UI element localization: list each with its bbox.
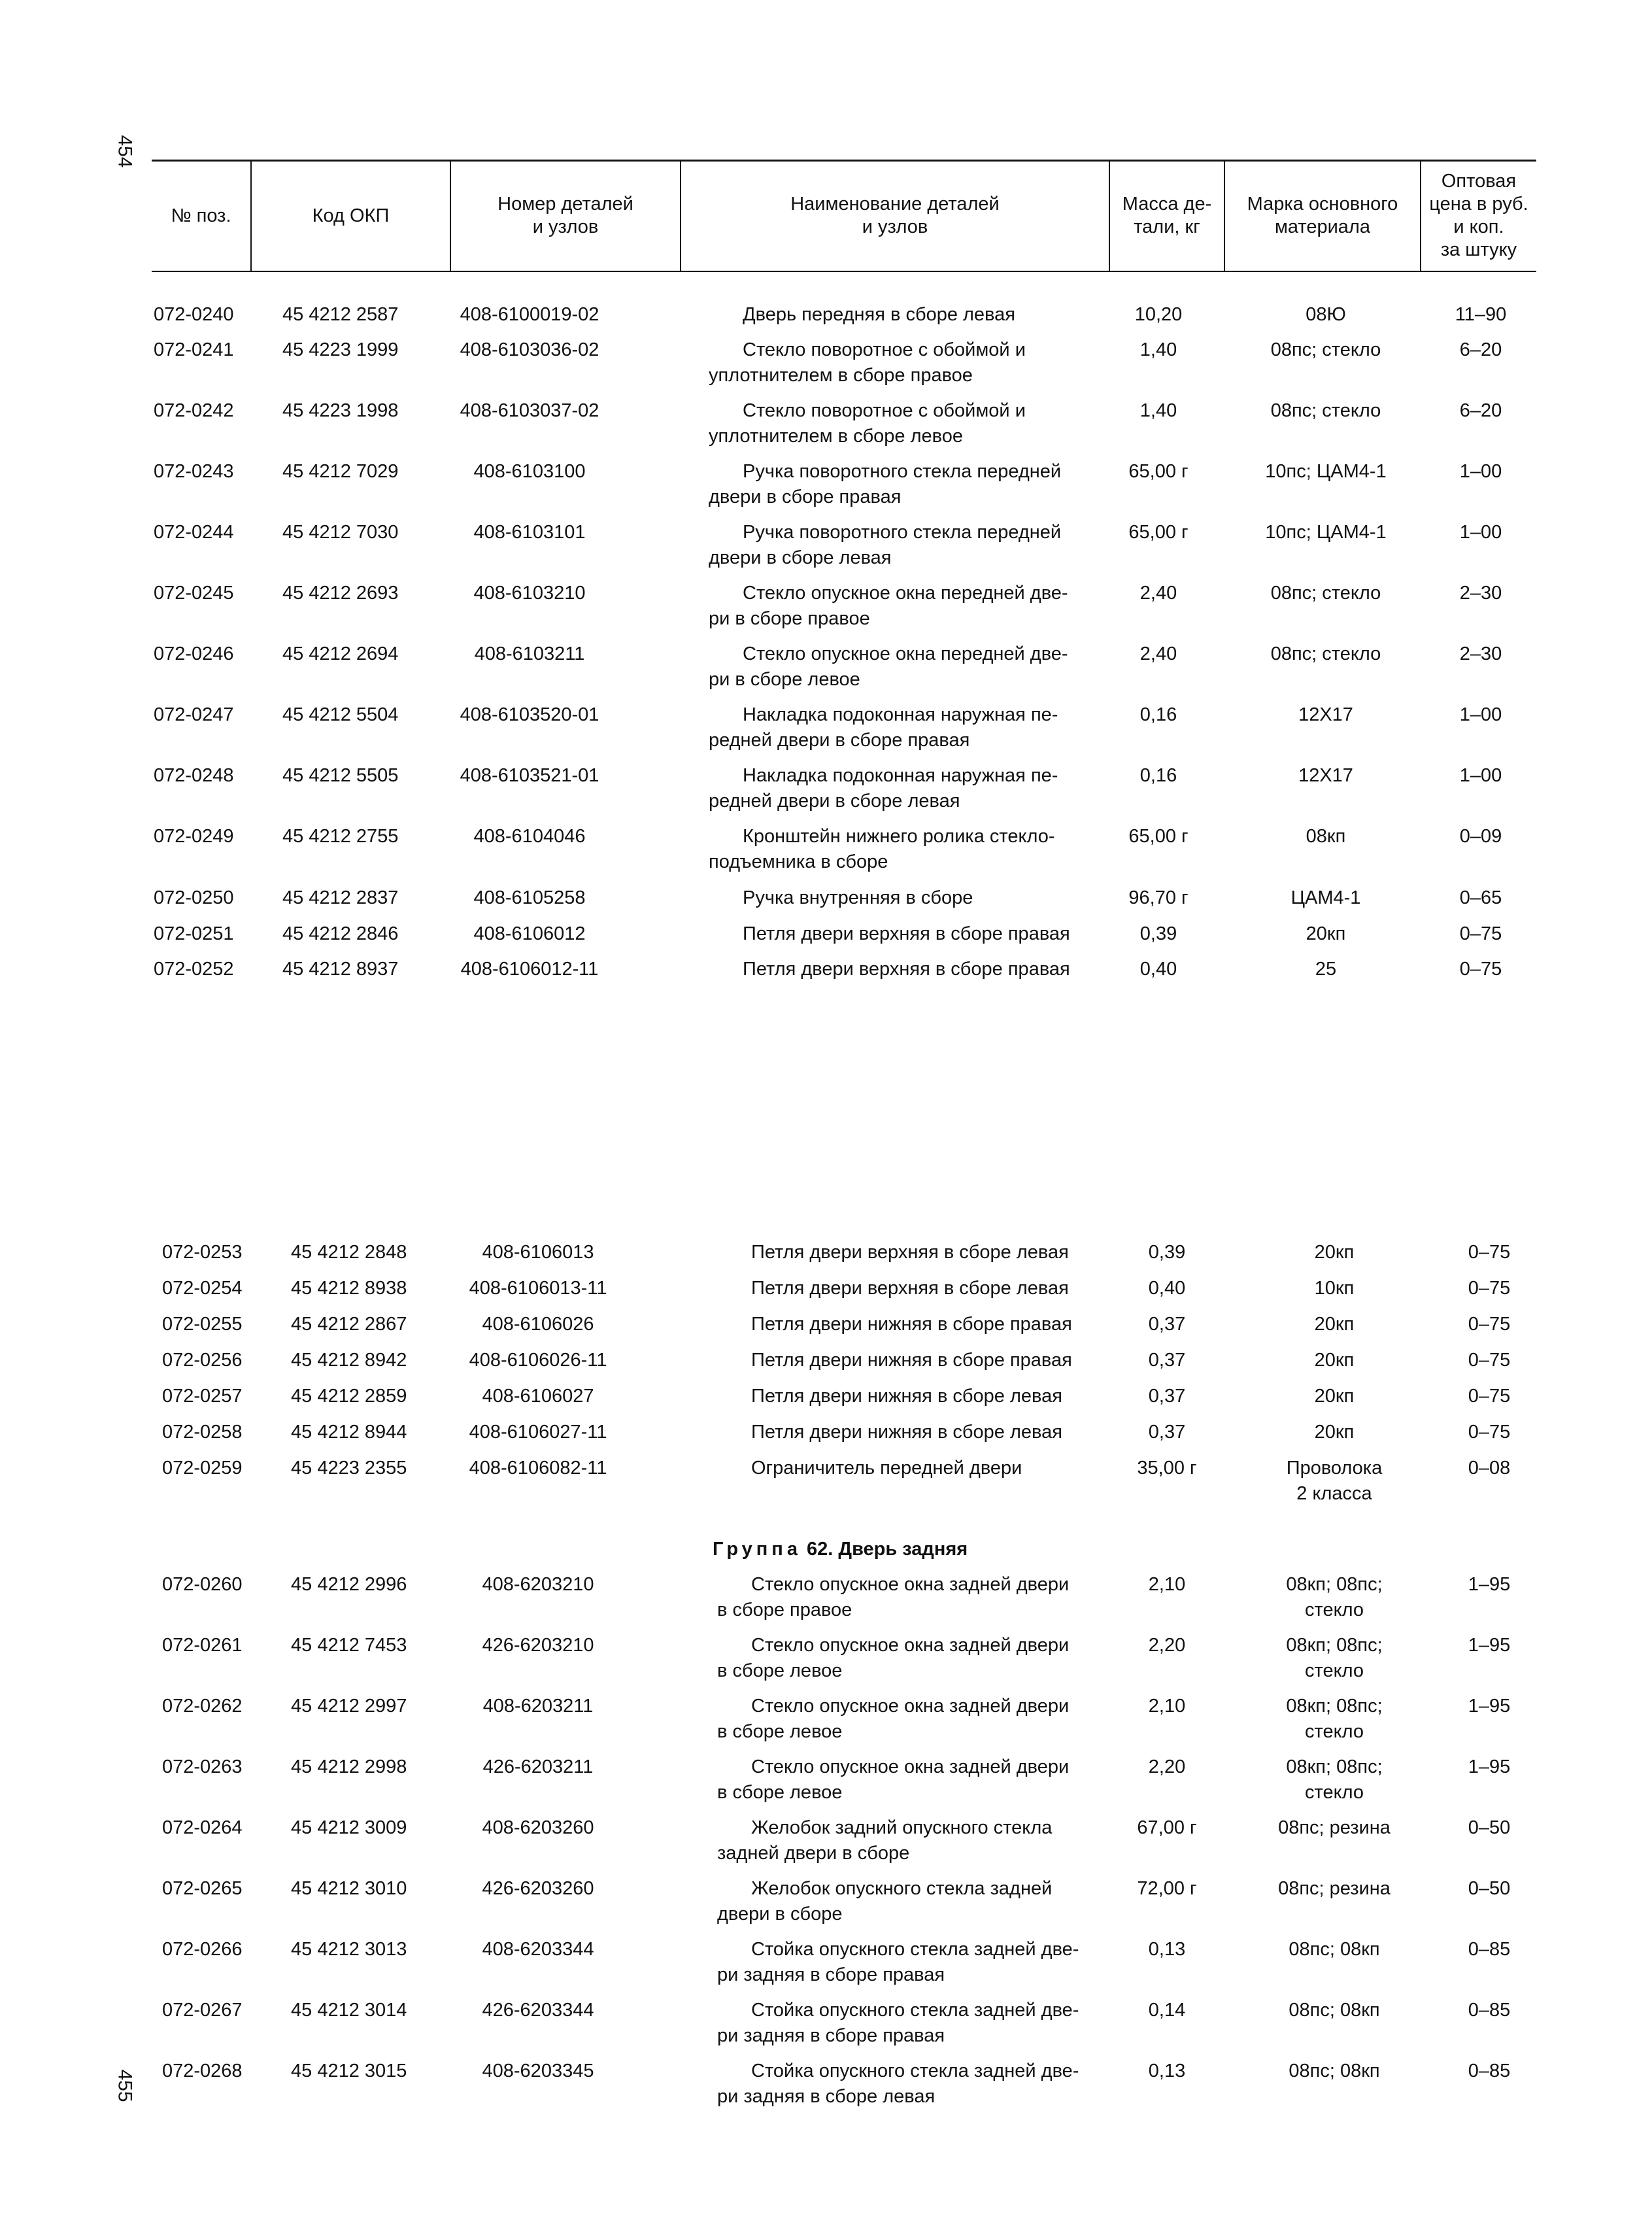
row-position: 072-0241 bbox=[154, 339, 234, 360]
page-number-top: 454 bbox=[114, 135, 136, 168]
row-price: 1–00 bbox=[1459, 704, 1502, 725]
row-price: 2–30 bbox=[1459, 643, 1502, 664]
row-part-name: Петля двери нижняя в сборе левая bbox=[751, 1386, 1062, 1407]
page-number-bottom: 455 bbox=[114, 2069, 136, 2102]
row-mass: 2,40 bbox=[1139, 583, 1177, 604]
row-okp-code: 45 4223 2355 bbox=[291, 1458, 407, 1479]
row-okp-code: 45 4212 2587 bbox=[282, 304, 399, 325]
row-position: 072-0256 bbox=[162, 1350, 243, 1371]
row-price: 0–75 bbox=[1468, 1350, 1511, 1371]
row-part-name: Петля двери нижняя в сборе левая bbox=[751, 1422, 1062, 1443]
row-price: 0–75 bbox=[1468, 1386, 1511, 1407]
row-price: 6–20 bbox=[1459, 339, 1502, 360]
header-pos: № поз. bbox=[171, 205, 231, 226]
row-material: 20кп bbox=[1314, 1386, 1355, 1407]
row-position: 072-0263 bbox=[162, 1756, 243, 1777]
row-okp-code: 45 4212 2837 bbox=[282, 887, 399, 908]
row-material: 10пс; ЦАМ4-1 bbox=[1265, 461, 1387, 482]
row-mass: 0,37 bbox=[1148, 1314, 1186, 1335]
row-price: 6–20 bbox=[1459, 400, 1502, 421]
row-material: 08пс; стекло bbox=[1270, 339, 1381, 360]
row-part-name: Стекло опускное окна задней двери в сборе правое bbox=[717, 1574, 1070, 1620]
row-part-name: Накладка подоконная наружная пе- редней двери в сборе левая bbox=[709, 765, 1058, 812]
row-part-name: Ограничитель передней двери bbox=[751, 1458, 1022, 1479]
row-okp-code: 45 4212 3015 bbox=[291, 2061, 407, 2081]
row-material: 08пс; резина bbox=[1278, 1878, 1391, 1899]
row-mass: 72,00 г bbox=[1137, 1878, 1197, 1899]
row-material: 08пс; 08кп bbox=[1289, 2000, 1380, 2021]
row-okp-code: 45 4212 5504 bbox=[282, 704, 399, 725]
row-part-number: 408-6106012 bbox=[473, 923, 586, 944]
row-part-name: Накладка подоконная наружная пе- редней двери в сборе правая bbox=[709, 704, 1058, 751]
row-mass: 65,00 г bbox=[1128, 826, 1188, 847]
row-position: 072-0265 bbox=[162, 1878, 243, 1899]
row-part-name: Стекло опускное окна задней двери в сборе левое bbox=[717, 1756, 1070, 1803]
row-part-number: 426-6203210 bbox=[482, 1635, 594, 1656]
row-part-name: Желобок задний опускного стекла задней двери в сборе bbox=[717, 1817, 1053, 1864]
row-part-name: Дверь передняя в сборе левая bbox=[743, 304, 1015, 325]
row-mass: 2,20 bbox=[1148, 1635, 1186, 1656]
row-material: 08пс; стекло bbox=[1270, 643, 1381, 664]
row-material: 20кп bbox=[1314, 1314, 1355, 1335]
row-mass: 1,40 bbox=[1139, 400, 1177, 421]
row-part-number: 408-6103036-02 bbox=[460, 339, 599, 360]
row-material: 20кп bbox=[1314, 1422, 1355, 1443]
row-position: 072-0250 bbox=[154, 887, 234, 908]
row-material: 20кп bbox=[1314, 1242, 1355, 1263]
row-material: 08пс; стекло bbox=[1270, 400, 1381, 421]
row-material: 20кп bbox=[1314, 1350, 1355, 1371]
row-part-number: 408-6103037-02 bbox=[460, 400, 599, 421]
row-part-name: Стекло поворотное с обоймой и уплотнителем в сборе правое bbox=[709, 339, 1026, 386]
row-position: 072-0253 bbox=[162, 1242, 243, 1263]
row-part-name: Желобок опускного стекла задней двери в сборе bbox=[717, 1878, 1053, 1925]
row-part-name: Стекло опускное окна задней двери в сборе левое bbox=[717, 1635, 1070, 1681]
row-part-name: Стойка опускного стекла задней две- ри задняя в сборе правая bbox=[717, 2000, 1079, 2046]
row-part-number: 408-6203211 bbox=[482, 1696, 594, 1717]
row-part-name: Петля двери нижняя в сборе правая bbox=[751, 1314, 1072, 1335]
row-price: 0–09 bbox=[1459, 826, 1502, 847]
row-okp-code: 45 4212 3013 bbox=[291, 1939, 407, 1960]
row-mass: 0,39 bbox=[1148, 1242, 1186, 1263]
row-mass: 1,40 bbox=[1139, 339, 1177, 360]
row-okp-code: 45 4212 2867 bbox=[291, 1314, 407, 1335]
row-material: 08кп; 08пс; стекло bbox=[1286, 1635, 1383, 1681]
row-price: 1–00 bbox=[1459, 765, 1502, 786]
row-mass: 10,20 bbox=[1134, 304, 1183, 325]
row-part-number: 408-6106027-11 bbox=[469, 1422, 607, 1443]
row-okp-code: 45 4212 2996 bbox=[291, 1574, 407, 1595]
row-part-name: Стекло опускное окна задней двери в сборе левое bbox=[717, 1696, 1070, 1742]
row-position: 072-0258 bbox=[162, 1422, 243, 1443]
row-mass: 67,00 г bbox=[1137, 1817, 1197, 1838]
row-position: 072-0248 bbox=[154, 765, 234, 786]
row-material: 12Х17 bbox=[1298, 704, 1353, 725]
header-bottom-rule bbox=[152, 271, 1536, 272]
row-position: 072-0259 bbox=[162, 1458, 243, 1479]
row-price: 0–50 bbox=[1468, 1878, 1511, 1899]
row-mass: 0,40 bbox=[1148, 1278, 1186, 1299]
row-okp-code: 45 4212 7030 bbox=[282, 522, 399, 543]
row-material: 08кп; 08пс; стекло bbox=[1286, 1696, 1383, 1742]
row-part-number: 408-6106013 bbox=[482, 1242, 594, 1263]
row-part-name: Ручка поворотного стекла передней двери в сборе правая bbox=[709, 461, 1062, 507]
row-part-number: 426-6203344 bbox=[482, 2000, 594, 2021]
row-okp-code: 45 4212 2846 bbox=[282, 923, 399, 944]
row-part-number: 408-6106027 bbox=[482, 1386, 594, 1407]
row-part-number: 408-6106026 bbox=[482, 1314, 594, 1335]
row-part-number: 408-6105258 bbox=[473, 887, 586, 908]
row-position: 072-0257 bbox=[162, 1386, 243, 1407]
row-okp-code: 45 4212 3009 bbox=[291, 1817, 407, 1838]
row-position: 072-0247 bbox=[154, 704, 234, 725]
row-price: 0–75 bbox=[1468, 1314, 1511, 1335]
row-material: 08пс; 08кп bbox=[1289, 2061, 1380, 2081]
row-mass: 96,70 г bbox=[1128, 887, 1188, 908]
row-mass: 65,00 г bbox=[1128, 522, 1188, 543]
row-part-name: Ручка внутренняя в сборе bbox=[743, 887, 973, 908]
row-part-name: Стойка опускного стекла задней две- ри задняя в сборе левая bbox=[717, 2061, 1079, 2107]
row-position: 072-0242 bbox=[154, 400, 234, 421]
row-okp-code: 45 4212 2693 bbox=[282, 583, 399, 604]
row-mass: 0,16 bbox=[1139, 765, 1177, 786]
row-material: Проволока 2 класса bbox=[1286, 1458, 1383, 1504]
group-heading bbox=[713, 1537, 968, 1562]
row-part-name: Стекло опускное окна передней две- ри в сборе правое bbox=[709, 583, 1068, 629]
row-part-name: Петля двери верхняя в сборе левая bbox=[751, 1278, 1069, 1299]
header-price: Оптовая цена в руб. и коп. за штуку bbox=[1429, 171, 1528, 260]
row-position: 072-0254 bbox=[162, 1278, 243, 1299]
row-part-number: 408-6100019-02 bbox=[460, 304, 599, 325]
row-position: 072-0267 bbox=[162, 2000, 243, 2021]
row-okp-code: 45 4212 3010 bbox=[291, 1878, 407, 1899]
row-price: 1–00 bbox=[1459, 461, 1502, 482]
row-part-name: Стойка опускного стекла задней две- ри задняя в сборе правая bbox=[717, 1939, 1079, 1985]
row-part-number: 408-6103100 bbox=[473, 461, 586, 482]
row-mass: 0,37 bbox=[1148, 1350, 1186, 1371]
row-part-number: 408-6106082-11 bbox=[469, 1458, 607, 1479]
row-position: 072-0261 bbox=[162, 1635, 243, 1656]
row-position: 072-0262 bbox=[162, 1696, 243, 1717]
row-position: 072-0255 bbox=[162, 1314, 243, 1335]
row-mass: 0,14 bbox=[1148, 2000, 1186, 2021]
row-mass: 0,37 bbox=[1148, 1422, 1186, 1443]
row-part-number: 408-6103101 bbox=[473, 522, 586, 543]
row-material: 20кп bbox=[1306, 923, 1346, 944]
row-okp-code: 45 4212 3014 bbox=[291, 2000, 407, 2021]
row-part-number: 408-6103521-01 bbox=[460, 765, 599, 786]
row-price: 0–85 bbox=[1468, 2061, 1511, 2081]
row-price: 1–95 bbox=[1468, 1696, 1511, 1717]
row-mass: 35,00 г bbox=[1137, 1458, 1197, 1479]
row-mass: 2,20 bbox=[1148, 1756, 1186, 1777]
row-okp-code: 45 4212 2859 bbox=[291, 1386, 407, 1407]
row-mass: 65,00 г bbox=[1128, 461, 1188, 482]
row-part-name: Кронштейн нижнего ролика стекло- подъемника в сборе bbox=[709, 826, 1055, 872]
row-price: 1–95 bbox=[1468, 1635, 1511, 1656]
row-okp-code: 45 4212 2997 bbox=[291, 1696, 407, 1717]
row-position: 072-0266 bbox=[162, 1939, 243, 1960]
row-material: 25 bbox=[1315, 959, 1337, 980]
row-part-number: 408-6203210 bbox=[482, 1574, 594, 1595]
row-part-number: 408-6106013-11 bbox=[469, 1278, 607, 1299]
header-part-number: Номер деталей и узлов bbox=[497, 194, 633, 237]
header-okp: Код ОКП bbox=[312, 205, 390, 226]
row-material: 12Х17 bbox=[1298, 765, 1353, 786]
header-mass: Масса де- тали, кг bbox=[1122, 194, 1212, 237]
group-number: 62. bbox=[807, 1539, 834, 1560]
row-price: 11–90 bbox=[1455, 304, 1507, 325]
row-mass: 0,39 bbox=[1139, 923, 1177, 944]
row-price: 0–75 bbox=[1459, 959, 1502, 980]
row-part-number: 408-6203345 bbox=[482, 2061, 594, 2081]
row-okp-code: 45 4212 2848 bbox=[291, 1242, 407, 1263]
row-mass: 0,40 bbox=[1139, 959, 1177, 980]
row-okp-code: 45 4212 2755 bbox=[282, 826, 399, 847]
row-mass: 0,37 bbox=[1148, 1386, 1186, 1407]
row-position: 072-0268 bbox=[162, 2061, 243, 2081]
row-position: 072-0240 bbox=[154, 304, 234, 325]
row-material: 10пс; ЦАМ4-1 bbox=[1265, 522, 1387, 543]
row-price: 1–00 bbox=[1459, 522, 1502, 543]
row-mass: 2,10 bbox=[1148, 1574, 1186, 1595]
row-material: 08кп bbox=[1306, 826, 1346, 847]
row-material: 08пс; 08кп bbox=[1289, 1939, 1380, 1960]
row-price: 0–75 bbox=[1459, 923, 1502, 944]
row-part-name: Петля двери верхняя в сборе правая bbox=[743, 959, 1070, 980]
row-okp-code: 45 4223 1998 bbox=[282, 400, 399, 421]
row-okp-code: 45 4212 8942 bbox=[291, 1350, 407, 1371]
row-okp-code: 45 4223 1999 bbox=[282, 339, 399, 360]
row-price: 0–85 bbox=[1468, 1939, 1511, 1960]
row-price: 0–65 bbox=[1459, 887, 1502, 908]
row-position: 072-0260 bbox=[162, 1574, 243, 1595]
row-okp-code: 45 4212 8938 bbox=[291, 1278, 407, 1299]
row-okp-code: 45 4212 5505 bbox=[282, 765, 399, 786]
row-part-number: 408-6203344 bbox=[482, 1939, 594, 1960]
row-part-number: 408-6203260 bbox=[482, 1817, 594, 1838]
row-okp-code: 45 4212 2694 bbox=[282, 643, 399, 664]
row-material: 08Ю bbox=[1306, 304, 1346, 325]
row-material: 10кп bbox=[1314, 1278, 1355, 1299]
row-part-name: Петля двери нижняя в сборе правая bbox=[751, 1350, 1072, 1371]
row-price: 0–50 bbox=[1468, 1817, 1511, 1838]
row-part-number: 408-6104046 bbox=[473, 826, 586, 847]
row-okp-code: 45 4212 8937 bbox=[282, 959, 399, 980]
row-position: 072-0251 bbox=[154, 923, 234, 944]
row-material: 08кп; 08пс; стекло bbox=[1286, 1574, 1383, 1620]
header-material: Марка основного материала bbox=[1247, 194, 1398, 237]
row-okp-code: 45 4212 2998 bbox=[291, 1756, 407, 1777]
row-mass: 0,13 bbox=[1148, 1939, 1186, 1960]
row-part-number: 426-6203260 bbox=[482, 1878, 594, 1899]
row-price: 0–75 bbox=[1468, 1278, 1511, 1299]
row-part-name: Петля двери верхняя в сборе правая bbox=[743, 923, 1070, 944]
row-position: 072-0245 bbox=[154, 583, 234, 604]
row-okp-code: 45 4212 8944 bbox=[291, 1422, 407, 1443]
row-price: 0–75 bbox=[1468, 1242, 1511, 1263]
row-material: 08кп; 08пс; стекло bbox=[1286, 1756, 1383, 1803]
row-position: 072-0244 bbox=[154, 522, 234, 543]
row-part-name: Ручка поворотного стекла передней двери в сборе левая bbox=[709, 522, 1062, 568]
row-price: 1–95 bbox=[1468, 1756, 1511, 1777]
row-position: 072-0243 bbox=[154, 461, 234, 482]
row-part-name: Стекло поворотное с обоймой и уплотнителем в сборе левое bbox=[709, 400, 1026, 447]
row-position: 072-0249 bbox=[154, 826, 234, 847]
row-part-number: 408-6103211 bbox=[474, 643, 585, 664]
row-part-number: 408-6106012-11 bbox=[460, 959, 599, 980]
row-okp-code: 45 4212 7029 bbox=[282, 461, 399, 482]
row-position: 072-0264 bbox=[162, 1817, 243, 1838]
row-mass: 2,40 bbox=[1139, 643, 1177, 664]
row-material: 08пс; резина bbox=[1278, 1817, 1391, 1838]
row-material: ЦАМ4-1 bbox=[1290, 887, 1361, 908]
row-part-name: Петля двери верхняя в сборе левая bbox=[751, 1242, 1069, 1263]
row-part-number: 408-6103210 bbox=[473, 583, 586, 604]
row-price: 0–75 bbox=[1468, 1422, 1511, 1443]
row-position: 072-0246 bbox=[154, 643, 234, 664]
row-price: 0–85 bbox=[1468, 2000, 1511, 2021]
row-mass: 0,13 bbox=[1148, 2061, 1186, 2081]
row-mass: 2,10 bbox=[1148, 1696, 1186, 1717]
row-price: 2–30 bbox=[1459, 583, 1502, 604]
header-part-name: Наименование деталей и узлов bbox=[790, 194, 1000, 237]
row-material: 08пс; стекло bbox=[1270, 583, 1381, 604]
row-part-number: 426-6203211 bbox=[482, 1756, 594, 1777]
row-position: 072-0252 bbox=[154, 959, 234, 980]
row-okp-code: 45 4212 7453 bbox=[291, 1635, 407, 1656]
row-price: 1–95 bbox=[1468, 1574, 1511, 1595]
group-title: Дверь задняя bbox=[838, 1539, 968, 1560]
row-price: 0–08 bbox=[1468, 1458, 1511, 1479]
row-part-number: 408-6103520-01 bbox=[460, 704, 599, 725]
row-part-name: Стекло опускное окна передней две- ри в сборе левое bbox=[709, 643, 1068, 690]
group-prefix: Группа bbox=[713, 1539, 801, 1560]
row-mass: 0,16 bbox=[1139, 704, 1177, 725]
row-part-number: 408-6106026-11 bbox=[469, 1350, 607, 1371]
